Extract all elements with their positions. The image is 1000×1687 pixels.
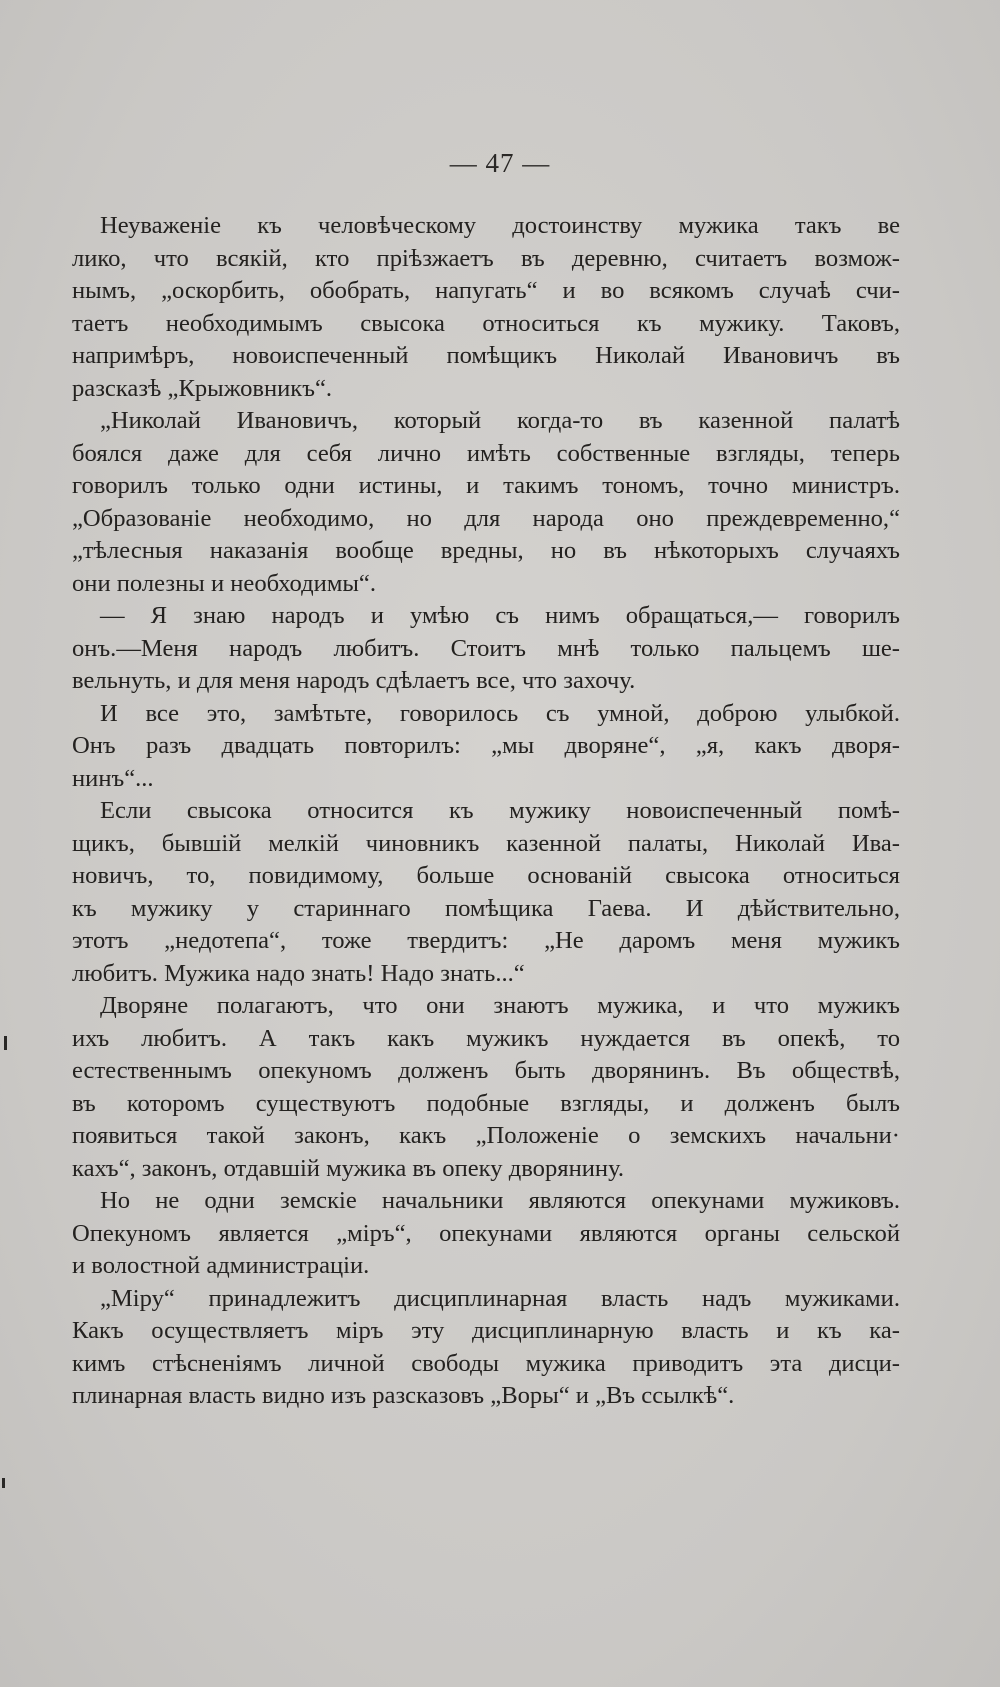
text-line: лико, что всякій, кто пріѣзжаетъ въ деревню, считаетъ возмож-: [72, 244, 900, 272]
text-line: онъ.—Меня народъ любитъ. Стоитъ мнѣ только пальцемъ ше-: [72, 634, 900, 662]
scan-speck: [4, 1036, 7, 1050]
paragraph-3: [72, 600, 900, 698]
paragraph-8: [72, 1283, 900, 1413]
text-line: плинарная власть видно изъ разсказовъ „Воры“ и „Въ ссылкѣ“.: [72, 1382, 735, 1409]
text-line: Онъ разъ двадцать повторилъ: „мы дворяне“, „я, какъ дворя-: [72, 732, 900, 759]
text-line: напримѣръ, новоиспеченный помѣщикъ Николай Ивановичъ въ: [72, 342, 900, 369]
text-line: любитъ. Мужика надо знать! Надо знать...“: [72, 959, 525, 987]
paragraph-6: [72, 990, 900, 1185]
text-line: этотъ „недотепа“, тоже твердитъ: „Не даромъ меня мужикъ: [72, 927, 900, 954]
text-line: Неуваженіе къ человѣческому достоинству мужика такъ ве: [100, 212, 900, 239]
text-line: — Я знаю народъ и умѣю съ нимъ обращаться,— говорилъ: [100, 602, 900, 629]
text-line: „тѣлесныя наказанія вообще вредны, но въ нѣкоторыхъ случаяхъ: [72, 537, 900, 564]
text-line: ихъ любитъ. А такъ какъ мужикъ нуждается въ опекѣ, то: [72, 1024, 900, 1052]
text-line: появиться такой законъ, какъ „Положеніе о земскихъ начальни·: [72, 1122, 900, 1149]
text-line: Если свысока относится къ мужику новоиспеченный помѣ-: [100, 797, 900, 824]
text-line: разсказѣ „Крыжовникъ“.: [72, 374, 333, 402]
paragraph-7: [72, 1185, 900, 1283]
text-line: И все это, замѣтьте, говорилось съ умной, доброю улыбкой.: [100, 699, 900, 727]
text-line: таетъ необходимымъ свысока относиться къ мужику. Таковъ,: [72, 309, 900, 337]
text-line: Какъ осуществляетъ міръ эту дисциплинарную власть и къ ка-: [72, 1317, 900, 1344]
text-line: кахъ“, законъ, отдавшій мужика въ опеку дворянину.: [72, 1154, 625, 1182]
text-line: Но не одни земскіе начальники являются опекунами мужиковъ.: [100, 1187, 900, 1214]
text-line: „Николай Ивановичъ, который когда-то въ казенной палатѣ: [100, 407, 900, 434]
text-line: говорилъ только одни истины, и такимъ тономъ, точно министръ.: [72, 472, 900, 499]
text-line: къ мужику у стариннаго помѣщика Гаева. И дѣйствительно,: [72, 894, 900, 922]
paragraph-4: [72, 698, 900, 796]
text-line: нымъ, „оскорбить, обобрать, напугать“ и во всякомъ случаѣ счи-: [72, 277, 900, 304]
text-line: кимъ стѣсненіямъ личной свободы мужика приводитъ эта дисци-: [72, 1349, 900, 1377]
text-line: „Міру“ принадлежитъ дисциплинарная власть надъ мужиками.: [100, 1284, 900, 1312]
body-text: [72, 210, 900, 1413]
text-line: боялся даже для себя лично имѣть собственные взгляды, теперь: [72, 439, 900, 467]
text-line: Дворяне полагаютъ, что они знаютъ мужика, и что мужикъ: [100, 992, 900, 1019]
text-line: и волостной администраціи.: [72, 1252, 370, 1279]
text-line: нинъ“...: [72, 764, 154, 792]
text-line: въ которомъ существуютъ подобные взгляды, и долженъ былъ: [72, 1089, 900, 1117]
text-line: Опекуномъ является „міръ“, опекунами являются органы сельской: [72, 1219, 900, 1247]
text-line: естественнымъ опекуномъ долженъ быть дворянинъ. Въ обществѣ,: [72, 1057, 900, 1084]
text-line: они полезны и необходимы“.: [72, 569, 376, 597]
page-number: — 47 —: [449, 148, 551, 178]
text-line: „Образованіе необходимо, но для народа оно преждевременно,“: [72, 504, 900, 532]
paragraph-5: [72, 795, 900, 990]
paragraph-2: [72, 405, 900, 600]
scan-speck: [2, 1478, 5, 1488]
text-line: щикъ, бывшій мелкій чиновникъ казенной палаты, Николай Ива-: [72, 829, 900, 857]
paragraph-1: [72, 210, 900, 405]
text-line: новичъ, то, повидимому, больше основаній свысока относиться: [72, 862, 900, 889]
text-line: вельнуть, и для меня народъ сдѣлаетъ все, что захочу.: [72, 667, 636, 694]
